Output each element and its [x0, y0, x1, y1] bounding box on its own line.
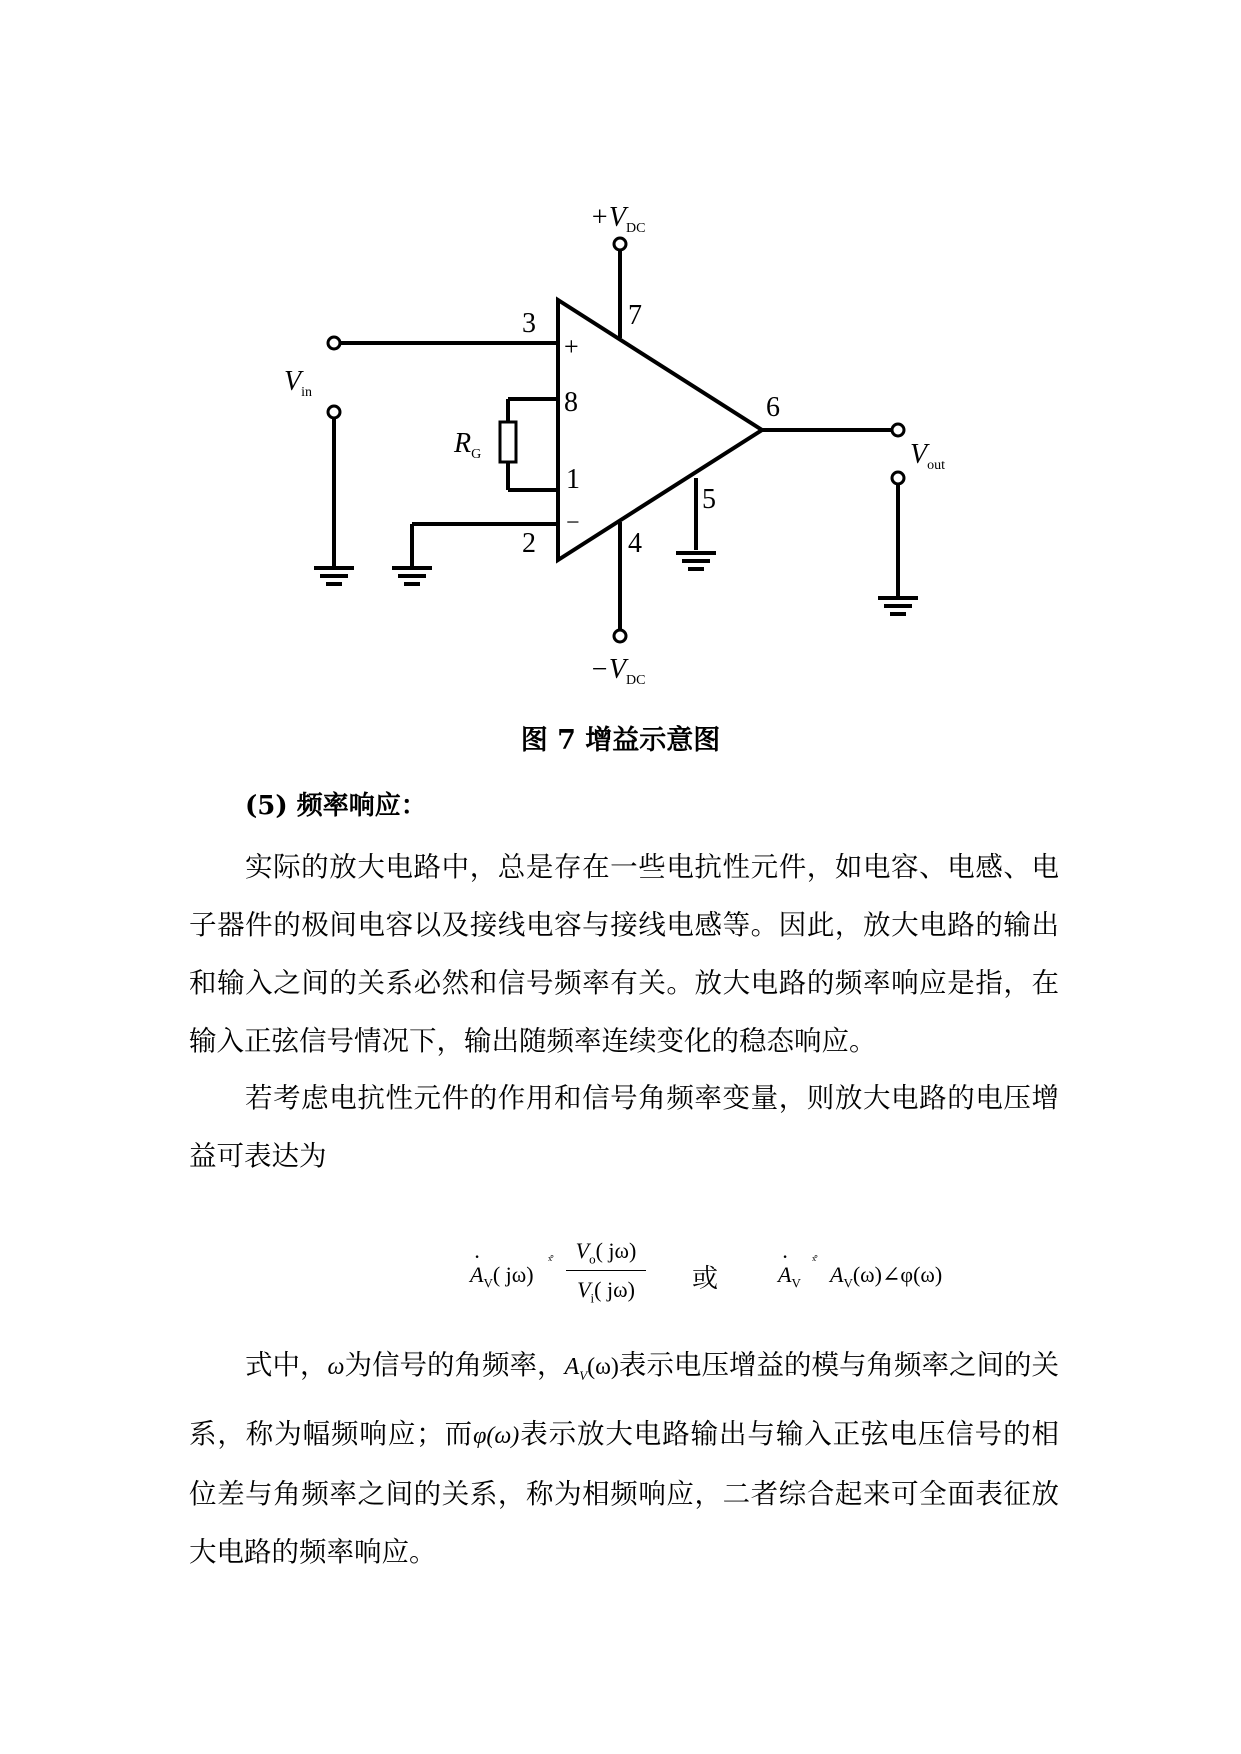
av-symbol: $A_V(\omega)$	[564, 1354, 619, 1383]
formula-eq1: ˣ̊	[548, 1254, 553, 1269]
ground-symbols	[314, 553, 918, 614]
pin1-label: 1	[566, 464, 580, 495]
vout-terminal-top	[892, 424, 904, 436]
pin4-label: 4	[628, 528, 642, 559]
pin8-label: 8	[564, 387, 578, 418]
pin6-label: 6	[766, 392, 780, 423]
section-heading: (5) 频率响应：	[245, 791, 427, 821]
vout-terminal-bottom	[892, 472, 904, 484]
rg-resistor	[500, 422, 516, 462]
paragraph-1: 实际的放大电路中，总是存在一些电抗性元件，如电容、电感、电子器件的极间电容以及接线电容与接线电感等。因此，放大电路的输出和输入之间的关系必然和信号频率有关。放大电路的频率响应是指，在输入正弦信号情况下，输出随频率连续变化的稳态响应。	[189, 851, 1059, 1057]
vout-label: $V_{out}$	[910, 439, 945, 473]
pin5-label: 5	[702, 484, 716, 515]
formula-lhs1: · $A_V$( jω)	[470, 1262, 534, 1291]
pin2-label: 2	[522, 528, 536, 559]
vdc-pos-label: $+V_{DC}$	[590, 202, 646, 236]
minus-input-label: −	[566, 510, 580, 536]
phi-symbol: φ(ω)	[473, 1422, 520, 1449]
paragraph-2: 若考虑电抗性元件的作用和信号角频率变量，则放大电路的电压增益可表达为	[189, 1082, 1059, 1172]
vdc-pos-terminal	[614, 238, 626, 250]
vin-terminal-bottom	[328, 406, 340, 418]
plus-input-label: +	[564, 332, 579, 361]
formula-or: 或	[692, 1264, 719, 1294]
paragraph-3: 式中，ω为信号的角频率，$A_V(\omega)$表示电压增益的模与角频率之间的关系，称为幅频响应；而φ(ω)表示放大电路输出与输入正弦电压信号的相位差与角频率之间的关系，称为相频响应，二者综合起来可全面表征放大电路的频率响应。	[189, 1349, 1060, 1568]
formula-rhs2: $A_V(\omega)\angle\varphi(\omega)$	[830, 1262, 943, 1291]
opamp-triangle	[558, 300, 762, 560]
vin-label: $V_{in}$	[284, 366, 312, 400]
pin3-label: 3	[522, 308, 536, 339]
vin-terminal-top	[328, 337, 340, 349]
formula-eq2: ˣ̊	[812, 1254, 817, 1269]
formula-fraction: $V_o$( jω) $V_i$( jω)	[566, 1236, 646, 1305]
vdc-neg-label: $-V_{DC}$	[590, 654, 646, 688]
omega-symbol: ω	[327, 1354, 345, 1380]
pin7-label: 7	[628, 300, 642, 331]
formula-lhs2: · $A_V$	[778, 1262, 801, 1291]
figure-caption: 图 7 增益示意图	[520, 725, 721, 756]
rg-label: $R_G$	[454, 428, 482, 462]
vdc-neg-terminal	[614, 630, 626, 642]
amplifier-gain-circuit-diagram	[0, 0, 1241, 700]
gain-formula	[460, 1236, 1020, 1326]
